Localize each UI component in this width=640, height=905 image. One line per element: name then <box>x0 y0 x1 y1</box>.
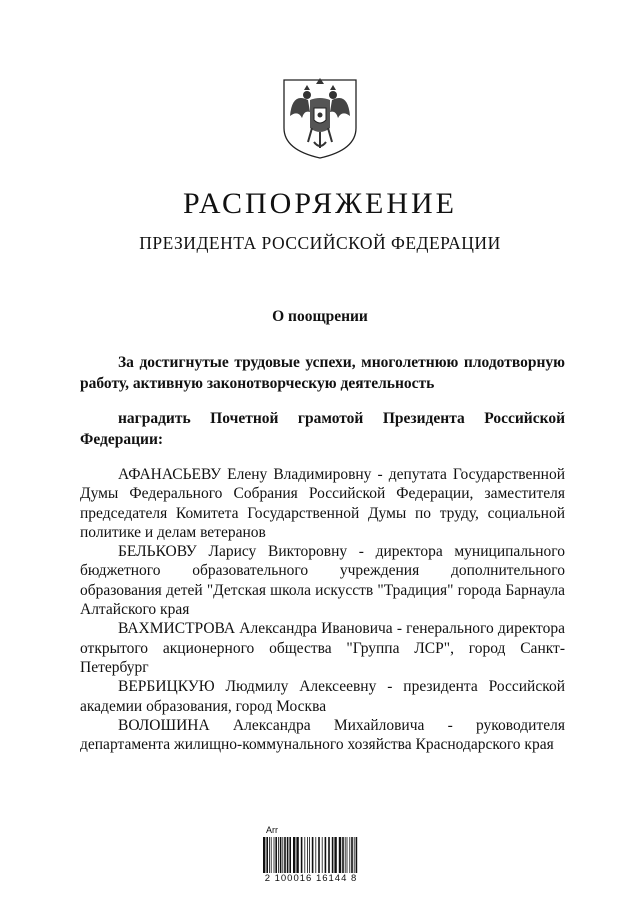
barcode-number: 2 100016 16144 8 <box>264 873 358 884</box>
document-subtitle: ПРЕЗИДЕНТА РОССИЙСКОЙ ФЕДЕРАЦИИ <box>139 233 501 253</box>
coat-of-arms-icon <box>278 70 362 160</box>
barcode-bar <box>275 837 277 873</box>
barcode-bar <box>339 837 341 873</box>
barcode-bar <box>309 837 310 873</box>
document-title: РАСПОРЯЖЕНИЕ <box>182 187 458 220</box>
barcode-bar <box>325 837 327 873</box>
barcode-bar <box>322 837 323 873</box>
barcode-bar <box>318 837 320 873</box>
barcode-bar <box>289 837 291 873</box>
barcode-bar <box>274 837 275 873</box>
preamble-paragraph: За достигнутые трудовые успехи, многолетнюю плодотворную работу, активную законотворческую деятельность <box>80 354 565 392</box>
barcode-bar <box>293 837 295 873</box>
barcode-bar <box>301 837 303 873</box>
barcode-bar <box>296 837 298 873</box>
decision-paragraph: наградить Почетной грамотой Президента Российской Федерации: <box>80 410 565 448</box>
barcode-bar <box>278 837 279 873</box>
barcode-bar <box>356 837 358 873</box>
awardee-item: ВАХМИСТРОВА Александра Ивановича - генерального директора открытого акционерного общества "Группа ЛСР", город Санкт-Петербург <box>80 620 565 676</box>
barcode-bar <box>334 837 336 873</box>
awardee-list <box>80 465 565 754</box>
barcode-bar <box>280 837 282 873</box>
barcode-bar <box>263 837 265 873</box>
barcode-bar <box>349 837 350 873</box>
barcode-bar <box>304 837 305 873</box>
awardee-item: ВЕРБИЦКУЮ Людмилу Алексеевну - президента Российской академии образования, город Москва <box>80 678 565 715</box>
barcode-bar <box>287 837 289 873</box>
barcode-bar <box>284 837 286 873</box>
barcode-bar <box>271 837 272 873</box>
awardee-item: АФАНАСЬЕВУ Елену Владимировну - депутата Государственной Думы Федерального Собрания Российской Федерации, заместителя председателя Комитета Государственной Думы по труду, социальной политике и делам ветеранов <box>80 466 565 541</box>
barcode-bar <box>332 837 334 873</box>
barcode-bar <box>345 837 346 873</box>
document-heading: О поощрении <box>272 308 368 325</box>
barcode-bar <box>354 837 355 873</box>
barcode-icon <box>262 837 360 873</box>
barcode-mark: Arr <box>266 825 278 835</box>
barcode-bar <box>312 837 314 873</box>
barcode-bar <box>269 837 270 873</box>
awardee-item: ВОЛОШИНА Александра Михайловича - руководителя департамента жилищно-коммунального хозяйства Краснодарского края <box>80 716 565 754</box>
barcode-block <box>256 823 366 885</box>
barcode-bar <box>347 837 348 873</box>
barcode-bar <box>266 837 268 873</box>
awardee-item: БЕЛЬКОВУ Ларису Викторовну - директора муниципального бюджетного образовательного учреждения дополнительного образования детей "Детская школа искусств "Традиция" города Барнаула Алтайского края <box>80 543 565 619</box>
barcode-bar <box>315 837 316 873</box>
barcode-bar <box>351 837 353 873</box>
barcode-bar <box>328 837 330 873</box>
barcode-bar <box>342 837 344 873</box>
barcode-bar <box>282 837 283 873</box>
barcode-bar <box>307 837 308 873</box>
